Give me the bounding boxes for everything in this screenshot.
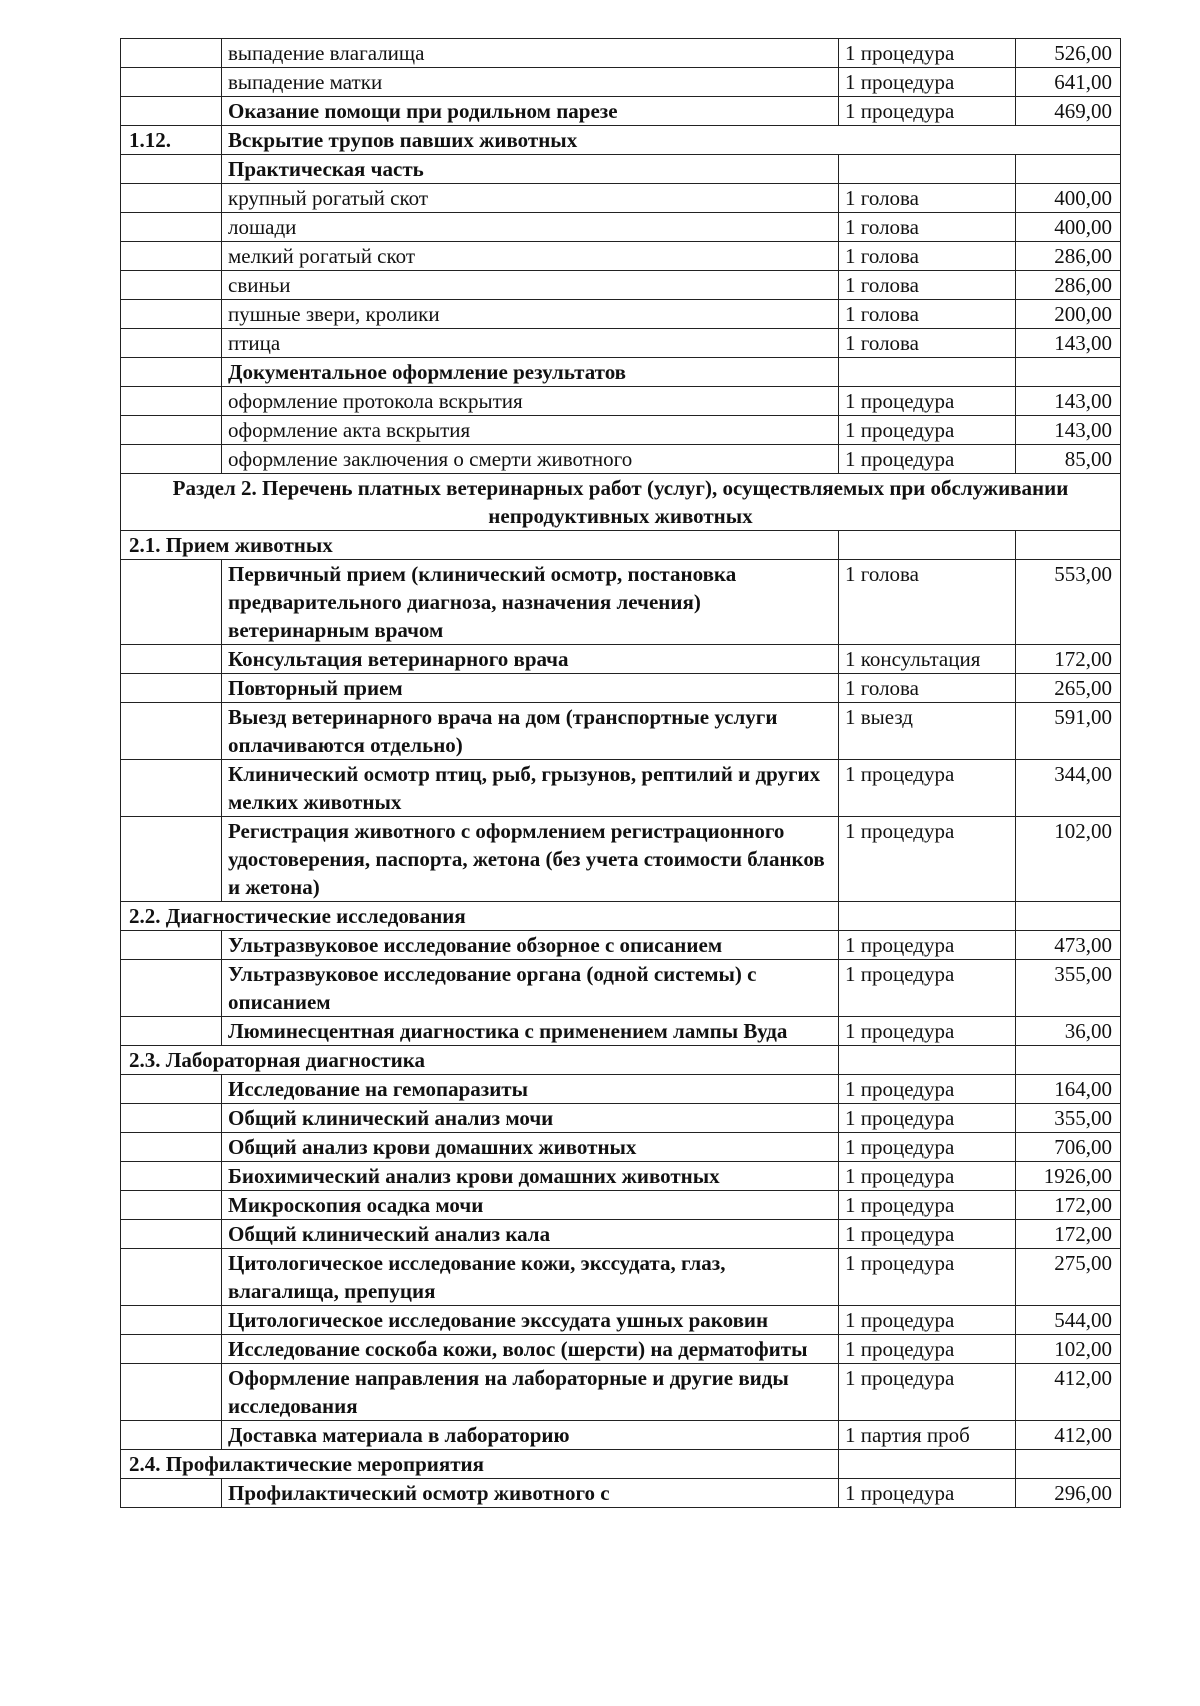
service-name: Цитологическое исследование кожи, экссудата, глаз, влагалища, препуция [222, 1249, 839, 1306]
service-name: Биохимический анализ крови домашних животных [222, 1162, 839, 1191]
service-unit: 1 процедура [839, 445, 1016, 474]
table-row [121, 213, 1121, 242]
service-unit: 1 процедура [839, 931, 1016, 960]
row-number-cell [121, 1133, 222, 1162]
row-number-cell [121, 445, 222, 474]
table-row [121, 416, 1121, 445]
service-name: Доставка материала в лабораторию [222, 1421, 839, 1450]
service-unit: 1 процедура [839, 1104, 1016, 1133]
service-price: 286,00 [1016, 242, 1121, 271]
service-price: 400,00 [1016, 184, 1121, 213]
row-number-cell [121, 1479, 222, 1508]
service-name: Исследование на гемопаразиты [222, 1075, 839, 1104]
service-name: Клинический осмотр птиц, рыб, грызунов, рептилий и других мелких животных [222, 760, 839, 817]
row-number-cell [121, 39, 222, 68]
service-price: 526,00 [1016, 39, 1121, 68]
row-number-cell [121, 387, 222, 416]
service-unit: 1 голова [839, 300, 1016, 329]
table-row [121, 1017, 1121, 1046]
row-number-cell [121, 703, 222, 760]
service-price: 102,00 [1016, 817, 1121, 902]
row-number-cell [121, 184, 222, 213]
table-row [121, 1075, 1121, 1104]
table-row [121, 1364, 1121, 1421]
row-number-cell [121, 213, 222, 242]
service-name: Исследование соскоба кожи, волос (шерсти) на дерматофиты [222, 1335, 839, 1364]
service-unit: 1 голова [839, 329, 1016, 358]
table-row [121, 1335, 1121, 1364]
table-row [121, 445, 1121, 474]
row-number-cell [121, 1075, 222, 1104]
service-price: 172,00 [1016, 645, 1121, 674]
service-name: оформление протокола вскрытия [222, 387, 839, 416]
table-row [121, 674, 1121, 703]
price-list-document [120, 38, 1120, 1508]
service-name: оформление акта вскрытия [222, 416, 839, 445]
table-row [121, 1133, 1121, 1162]
empty-cell [839, 1450, 1016, 1479]
table-row [121, 645, 1121, 674]
service-name: Общий клинический анализ кала [222, 1220, 839, 1249]
service-unit: 1 процедура [839, 1364, 1016, 1421]
table-row [121, 329, 1121, 358]
service-unit: 1 процедура [839, 760, 1016, 817]
service-name: Повторный прием [222, 674, 839, 703]
empty-cell [839, 902, 1016, 931]
service-name: птица [222, 329, 839, 358]
table-row [121, 1249, 1121, 1306]
table-row [121, 300, 1121, 329]
row-number-cell [121, 1249, 222, 1306]
row-number-cell [121, 960, 222, 1017]
row-number-cell [121, 1364, 222, 1421]
service-price: 344,00 [1016, 760, 1121, 817]
service-price: 706,00 [1016, 1133, 1121, 1162]
table-row [121, 242, 1121, 271]
row-number-cell [121, 1191, 222, 1220]
service-unit [839, 155, 1016, 184]
empty-cell [1016, 531, 1121, 560]
empty-cell [839, 1046, 1016, 1075]
service-name: пушные звери, кролики [222, 300, 839, 329]
service-unit: 1 процедура [839, 1162, 1016, 1191]
service-price: 85,00 [1016, 445, 1121, 474]
service-name: выпадение влагалища [222, 39, 839, 68]
price-table-body [121, 39, 1121, 1508]
service-unit: 1 процедура [839, 1335, 1016, 1364]
service-unit: 1 выезд [839, 703, 1016, 760]
service-name: Ультразвуковое исследование обзорное с описанием [222, 931, 839, 960]
service-name: Профилактический осмотр животного с [222, 1479, 839, 1508]
service-name: Первичный прием (клинический осмотр, постановка предварительного диагноза, назначения лечения) ветеринарным врачом [222, 560, 839, 645]
table-row [121, 1104, 1121, 1133]
group-title: Вскрытие трупов павших животных [222, 126, 1121, 155]
table-row [121, 358, 1121, 387]
service-price: 296,00 [1016, 1479, 1121, 1508]
service-name: Выезд ветеринарного врача на дом (транспортные услуги оплачиваются отдельно) [222, 703, 839, 760]
service-unit: 1 процедура [839, 1306, 1016, 1335]
service-unit: 1 процедура [839, 1191, 1016, 1220]
service-price: 172,00 [1016, 1191, 1121, 1220]
service-name: Оформление направления на лабораторные и другие виды исследования [222, 1364, 839, 1421]
service-unit: 1 процедура [839, 1017, 1016, 1046]
table-row [121, 960, 1121, 1017]
table-row [121, 931, 1121, 960]
service-unit: 1 процедура [839, 1133, 1016, 1162]
table-row [121, 817, 1121, 902]
service-unit: 1 процедура [839, 1479, 1016, 1508]
table-row [121, 703, 1121, 760]
service-name: Оказание помощи при родильном парезе [222, 97, 839, 126]
table-row [121, 1162, 1121, 1191]
group-header-row [121, 1046, 1121, 1075]
table-row [121, 68, 1121, 97]
table-row [121, 560, 1121, 645]
row-number-cell [121, 1421, 222, 1450]
empty-cell [1016, 902, 1121, 931]
table-row [121, 155, 1121, 184]
row-number-cell [121, 416, 222, 445]
group-header-row [121, 1450, 1121, 1479]
table-row [121, 1191, 1121, 1220]
service-unit: 1 процедура [839, 39, 1016, 68]
row-number-cell [121, 358, 222, 387]
service-price: 275,00 [1016, 1249, 1121, 1306]
row-number-cell [121, 1335, 222, 1364]
group-header-row [121, 531, 1121, 560]
section-header-row [121, 474, 1121, 531]
service-unit: 1 процедура [839, 817, 1016, 902]
row-number-cell [121, 560, 222, 645]
empty-cell [1016, 1046, 1121, 1075]
service-name: Общий клинический анализ мочи [222, 1104, 839, 1133]
service-name: лошади [222, 213, 839, 242]
group-title: 2.2. Диагностические исследования [121, 902, 839, 931]
service-name: Люминесцентная диагностика с применением лампы Вуда [222, 1017, 839, 1046]
service-unit: 1 голова [839, 184, 1016, 213]
row-number-cell [121, 931, 222, 960]
service-name: Регистрация животного с оформлением регистрационного удостоверения, паспорта, жетона (без учета стоимости бланков и жетона) [222, 817, 839, 902]
row-number-cell [121, 674, 222, 703]
table-row [121, 271, 1121, 300]
service-price: 1926,00 [1016, 1162, 1121, 1191]
service-unit: 1 процедура [839, 1075, 1016, 1104]
service-unit: 1 процедура [839, 387, 1016, 416]
empty-cell [839, 531, 1016, 560]
service-price: 143,00 [1016, 387, 1121, 416]
price-table [120, 38, 1121, 1508]
table-row [121, 1479, 1121, 1508]
service-unit: 1 процедура [839, 97, 1016, 126]
table-row [121, 760, 1121, 817]
group-title: 2.3. Лабораторная диагностика [121, 1046, 839, 1075]
service-price: 172,00 [1016, 1220, 1121, 1249]
row-number-cell [121, 1162, 222, 1191]
service-name: Общий анализ крови домашних животных [222, 1133, 839, 1162]
service-name: Микроскопия осадка мочи [222, 1191, 839, 1220]
service-price: 412,00 [1016, 1364, 1121, 1421]
service-price: 412,00 [1016, 1421, 1121, 1450]
service-unit: 1 партия проб [839, 1421, 1016, 1450]
service-name: Практическая часть [222, 155, 839, 184]
service-price: 473,00 [1016, 931, 1121, 960]
table-row [121, 1421, 1121, 1450]
service-unit: 1 голова [839, 242, 1016, 271]
service-name: крупный рогатый скот [222, 184, 839, 213]
service-price: 355,00 [1016, 1104, 1121, 1133]
section-title: Раздел 2. Перечень платных ветеринарных работ (услуг), осуществляемых при обслуживании непродуктивных животных [121, 474, 1121, 531]
table-row [121, 97, 1121, 126]
empty-cell [1016, 1450, 1121, 1479]
row-number-cell [121, 817, 222, 902]
row-number-cell [121, 300, 222, 329]
service-price: 553,00 [1016, 560, 1121, 645]
service-name: оформление заключения о смерти животного [222, 445, 839, 474]
service-unit: 1 голова [839, 560, 1016, 645]
service-price [1016, 358, 1121, 387]
service-unit: 1 голова [839, 271, 1016, 300]
service-price: 164,00 [1016, 1075, 1121, 1104]
table-row [121, 184, 1121, 213]
service-price: 143,00 [1016, 329, 1121, 358]
service-name: Консультация ветеринарного врача [222, 645, 839, 674]
service-name: Цитологическое исследование экссудата ушных раковин [222, 1306, 839, 1335]
service-name: Документальное оформление результатов [222, 358, 839, 387]
row-number-cell [121, 329, 222, 358]
row-number-cell [121, 242, 222, 271]
service-name: мелкий рогатый скот [222, 242, 839, 271]
service-name: свиньи [222, 271, 839, 300]
service-name: Ультразвуковое исследование органа (одной системы) с описанием [222, 960, 839, 1017]
table-row [121, 39, 1121, 68]
table-row [121, 387, 1121, 416]
service-price: 544,00 [1016, 1306, 1121, 1335]
service-unit: 1 процедура [839, 416, 1016, 445]
row-number-cell [121, 1306, 222, 1335]
service-price: 102,00 [1016, 1335, 1121, 1364]
group-header-row [121, 126, 1121, 155]
service-unit: 1 процедура [839, 1220, 1016, 1249]
service-unit: 1 консультация [839, 645, 1016, 674]
service-price: 265,00 [1016, 674, 1121, 703]
row-number-cell [121, 271, 222, 300]
row-number-cell [121, 1220, 222, 1249]
row-number-cell [121, 645, 222, 674]
table-row [121, 1306, 1121, 1335]
service-price: 469,00 [1016, 97, 1121, 126]
row-number-cell [121, 760, 222, 817]
row-number-cell [121, 155, 222, 184]
service-price: 200,00 [1016, 300, 1121, 329]
service-price: 143,00 [1016, 416, 1121, 445]
row-number-cell [121, 1104, 222, 1133]
service-price: 355,00 [1016, 960, 1121, 1017]
group-number: 1.12. [121, 126, 222, 155]
service-price: 36,00 [1016, 1017, 1121, 1046]
service-unit: 1 процедура [839, 68, 1016, 97]
service-price: 400,00 [1016, 213, 1121, 242]
row-number-cell [121, 97, 222, 126]
service-price: 641,00 [1016, 68, 1121, 97]
service-unit: 1 голова [839, 213, 1016, 242]
table-row [121, 1220, 1121, 1249]
row-number-cell [121, 1017, 222, 1046]
service-unit [839, 358, 1016, 387]
group-title: 2.4. Профилактические мероприятия [121, 1450, 839, 1479]
service-price: 286,00 [1016, 271, 1121, 300]
group-title: 2.1. Прием животных [121, 531, 839, 560]
service-price [1016, 155, 1121, 184]
row-number-cell [121, 68, 222, 97]
service-name: выпадение матки [222, 68, 839, 97]
service-price: 591,00 [1016, 703, 1121, 760]
service-unit: 1 голова [839, 674, 1016, 703]
service-unit: 1 процедура [839, 960, 1016, 1017]
group-header-row [121, 902, 1121, 931]
service-unit: 1 процедура [839, 1249, 1016, 1306]
